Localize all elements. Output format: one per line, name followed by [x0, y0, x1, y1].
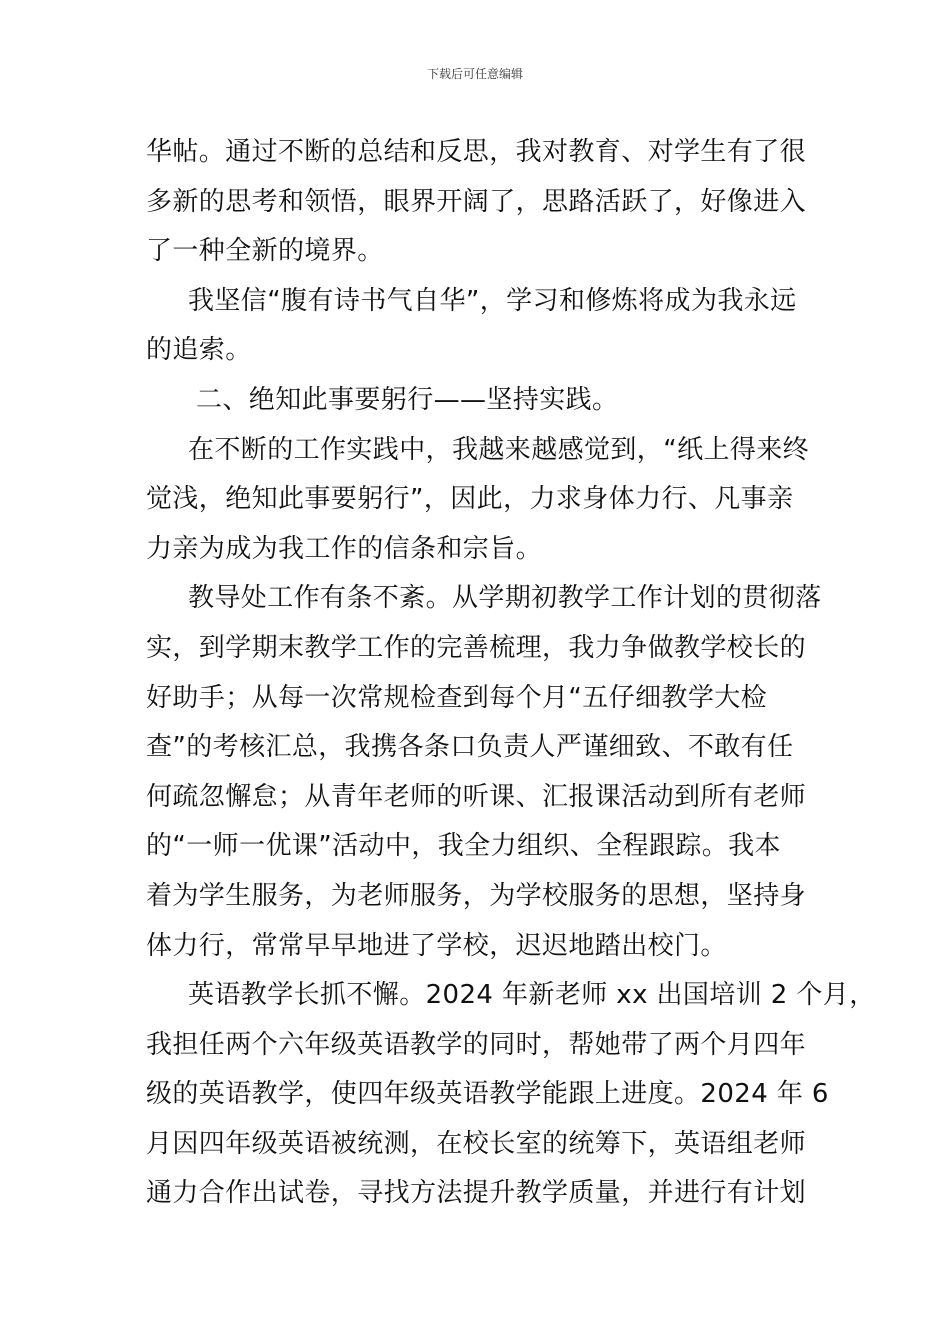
text-line: 体力行，常常早早地进了学校，迟迟地踏出校门。 — [146, 930, 727, 961]
paragraph — [146, 971, 876, 1219]
text-line: 力亲为成为我工作的信条和宗旨。 — [146, 533, 543, 564]
document-body — [146, 128, 876, 1219]
text-line: 了一种全新的境界。 — [146, 236, 384, 267]
text-line: 好助手；从每一次常规检查到每个月“五仔细教学大检 — [146, 682, 768, 713]
text-line: 月因四年级英语被统测，在校长室的统筹下，英语组老师 — [146, 1128, 807, 1159]
paragraph — [146, 574, 822, 971]
paragraph — [146, 426, 814, 575]
text-line: 着为学生服务，为老师服务，为学校服务的思想，坚持身 — [146, 880, 807, 911]
text-line: 华帖。通过不断的总结和反思，我对教育、对学生有了很 — [146, 137, 807, 167]
section-heading — [146, 376, 814, 426]
text-line: 我坚信“腹有诗书气自华”，学习和修炼将成为我永远 — [188, 285, 797, 316]
text-line: 何疏忽懈怠；从青年老师的听课、汇报课活动到所有老师 — [146, 781, 807, 812]
page-header-note: 下载后可任意编辑 — [426, 67, 523, 81]
text-line: 多新的思考和领悟，眼界开阔了，思路活跃了，好像进入 — [146, 186, 807, 217]
text-line: 实，到学期末教学工作的完善梳理，我力争做教学校长的 — [146, 632, 807, 663]
text-line: 的“一师一优课”活动中，我全力组织、全程跟踪。我本 — [146, 831, 781, 862]
paragraph — [146, 277, 814, 376]
text-line: 英语教学长抓不懈。2024 年新老师 xx 出国培训 2 个月， — [188, 980, 876, 1011]
text-line: 级的英语教学，使四年级英语教学能跟上进度。2024 年 6 — [146, 1079, 829, 1110]
text-line: 的追索。 — [146, 335, 252, 366]
text-line: 我担任两个六年级英语教学的同时，帮她带了两个月四年 — [146, 1029, 807, 1060]
text-line: 觉浅，绝知此事要躬行”，因此，力求身体力行、凡事亲 — [146, 484, 794, 515]
section-heading-text: 二、绝知此事要躬行——坚持实践。 — [196, 384, 619, 415]
text-line: 通力合作出试卷，寻找方法提升教学质量，并进行有计划 — [146, 1178, 807, 1209]
text-line: 教导处工作有条不紊。从学期初教学工作计划的贯彻落 — [188, 583, 822, 614]
paragraph — [146, 128, 814, 277]
text-line: 查”的考核汇总，我携各条口负责人严谨细致、不敢有任 — [146, 732, 794, 763]
text-line: 在不断的工作实践中，我越来越感觉到，“纸上得来终 — [188, 434, 810, 465]
